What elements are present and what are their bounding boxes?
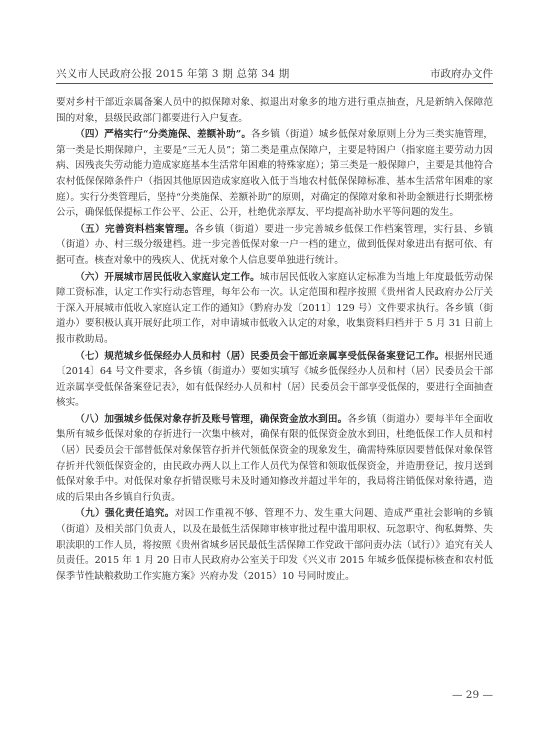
paragraph-4 — [56, 127, 493, 221]
page-number: — 29 — — [451, 689, 493, 701]
paragraph-continued — [56, 95, 493, 126]
section-title: 市政府办文件 — [430, 68, 493, 80]
page-header — [56, 62, 493, 84]
paragraph-heading: （七）规范城乡低保经办人员和村（居）民委员会干部近亲属享受低保备案登记工作。 — [75, 350, 445, 362]
paragraph-9 — [56, 506, 493, 584]
paragraph-text: 根据州民通〔2014〕64 号文件要求，各乡镇（街道办）要如实填写《城乡低保经办人员和村（居）民委员会干部近亲属享受低保备案登记表》，如有低保经办人员和村（居）民委员会干部享受低保的，要进行全面抽查核实。 — [56, 350, 494, 409]
header-rule — [56, 83, 493, 84]
paragraph-text: 对因工作重视不够、管理不力、发生重大问题、造成严重社会影响的乡镇（街道）及相关部门负责人，以及在最低生活保障审核审批过程中滥用职权、玩忽职守、徇私舞弊、失职渎职的工作人员，将按照《贵州省城乡居民最低生活保障工作党政干部问责办法（试行）》追究有关人员责任。2015 年 1 月 20 日市人民政府办公室关于印发《兴义市 2015 年城乡低保提标核查和农村低保季节性缺粮救助工作实施方案》兴府办发（2015）10 号同时废止。 — [56, 508, 494, 582]
paragraph-text: 城市居民低收入家庭认定标准为当地上年度最低劳动保障工资标准，认定工作实行动态管理，每年公布一次。认定范围和程序按照《贵州省人民政府办公厅关于深入开展城市低收入家庭认定工作的通知》（黔府办发〔2011〕129 号）文件要求执行。各乡镇（街道办）要积极认真开展好此项工作，对申请城市低收入认定的对象，收集资料归档并于 5 月 31 日前上报市救助局。 — [56, 271, 494, 345]
paragraph-heading: （九）强化责任追究。 — [75, 508, 175, 520]
paragraph-text: 各乡镇（街道办）要每半年全面收集所有城乡低保对象的存折进行一次集中核对，确保有限的低保资金放水到田，杜绝低保工作人员和村（居）民委员会干部替低保对象保管存折并代领低保资金的现象发生，确需特殊原因要替低保对象保管存折并代领低保资金的，由民政办两人以上工作人员代为保管和领取低保资金，并造册登记，按月送到低保对象手中。对低保对象存折错误账号未及时通知修改并超过半年的，我局将注销低保对象待遇，造成的后果由各乡镇自行负责。 — [56, 413, 494, 503]
document-body — [56, 95, 493, 585]
paragraph-text: 各乡镇（街道）城乡低保对象原则上分为三类实施管理，第一类是长期保障户，主要是“三无人员”；第二类是重点保障户，主要是特困户（指家庭主要劳动力因病、因残丧失劳动能力造成家庭基本生活常年困难的特殊家庭）；第三类是一般保障户，主要是其他符合农村低保保障条件户（指因其他原因造成家庭收入低于当地农村低保保障标准、基本生活常年困难的家庭）。实行分类管理后，坚持“分类施保、差额补助”的原则，对确定的保障对象和补助金额进行长期张榜公示，确保低保提标工作公平、公正、公开，杜绝优亲厚友、平均提高补助水平等问题的发生。 — [56, 129, 493, 219]
paragraph-heading: （六）开展城市居民低收入家庭认定工作。 — [75, 271, 260, 283]
paragraph-8 — [56, 412, 493, 506]
paragraph-5 — [56, 222, 493, 269]
publication-info: 兴义市人民政府公报 2015 年第 3 期 总第 34 期 — [56, 68, 290, 80]
paragraph-text: 要对乡村干部近亲属备案人员中的拟保障对象、拟退出对象多的地方进行重点抽查，凡是新纳入保障范围的对象，县级民政部门都要进行入户复查。 — [56, 97, 493, 124]
paragraph-text: 各乡镇（街道）要进一步完善城乡低保工作档案管理，实行县、乡镇（街道）办、村三级分级建档。进一步完善低保对象一户一档的建立，做到低保对象进出有据可依、有据可查。核查对象中的残疾人、优抚对象个人信息要单独进行统计。 — [56, 223, 494, 266]
paragraph-heading: （四）严格实行“分类施保、差额补助”。 — [75, 129, 252, 141]
paragraph-6 — [56, 270, 493, 348]
paragraph-heading: （八）加强城乡低保对象存折及账号管理，确保资金放水到田。 — [75, 413, 348, 425]
paragraph-heading: （五）完善资料档案管理。 — [75, 223, 195, 235]
paragraph-7 — [56, 349, 493, 411]
